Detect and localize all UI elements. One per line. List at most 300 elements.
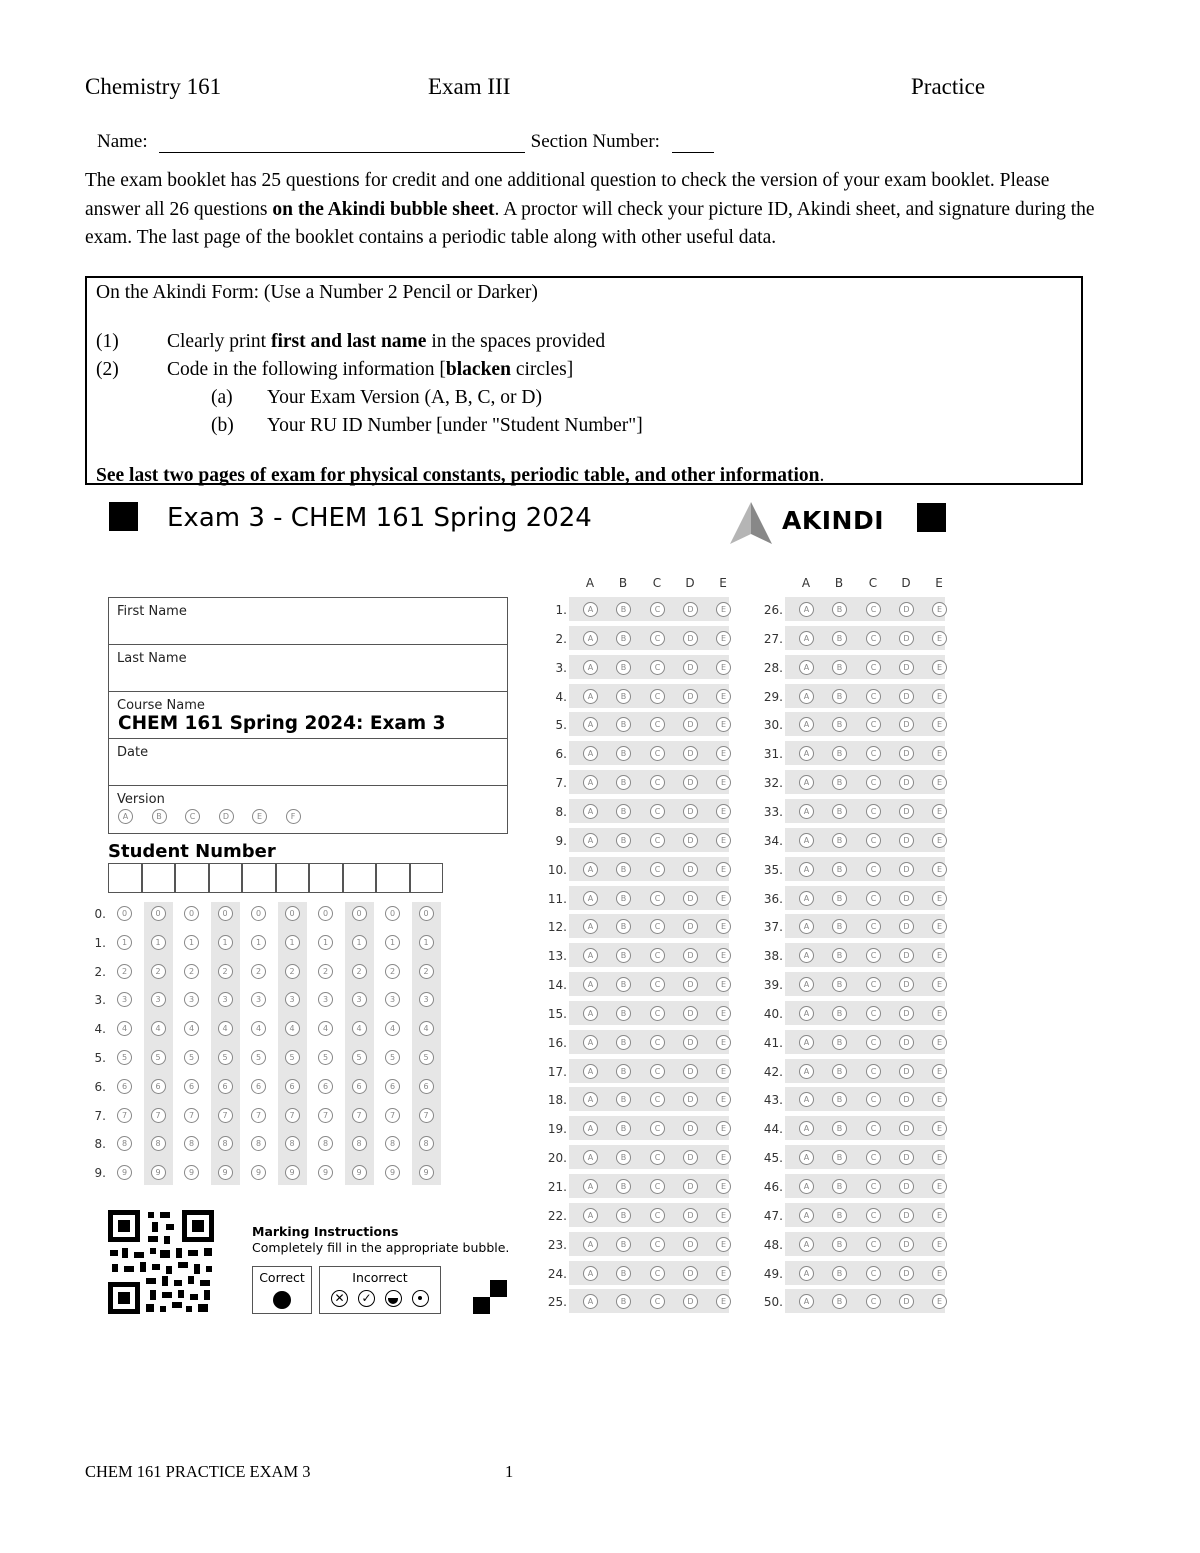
answer-bubble-d[interactable]: D <box>683 1237 698 1252</box>
answer-bubble-c[interactable]: C <box>650 977 665 992</box>
answer-bubble-c[interactable]: C <box>866 1208 881 1223</box>
answer-bubble-c[interactable]: C <box>866 660 881 675</box>
answer-bubble-e[interactable]: E <box>716 1035 731 1050</box>
student-digit-bubble[interactable]: 2 <box>385 964 400 979</box>
answer-bubble-a[interactable]: A <box>799 977 814 992</box>
answer-bubble-e[interactable]: E <box>932 1179 947 1194</box>
answer-bubble-a[interactable]: A <box>799 1294 814 1309</box>
student-digit-bubble[interactable]: 4 <box>117 1021 132 1036</box>
student-digit-bubble[interactable]: 6 <box>419 1079 434 1094</box>
answer-bubble-b[interactable]: B <box>616 1237 631 1252</box>
student-digit-bubble[interactable]: 6 <box>251 1079 266 1094</box>
answer-bubble-b[interactable]: B <box>616 977 631 992</box>
answer-bubble-a[interactable]: A <box>583 891 598 906</box>
answer-bubble-a[interactable]: A <box>799 717 814 732</box>
answer-bubble-d[interactable]: D <box>899 775 914 790</box>
student-digit-bubble[interactable]: 3 <box>318 992 333 1007</box>
answer-bubble-c[interactable]: C <box>866 1294 881 1309</box>
student-digit-bubble[interactable]: 0 <box>352 906 367 921</box>
answer-bubble-a[interactable]: A <box>583 804 598 819</box>
student-digit-bubble[interactable]: 5 <box>318 1050 333 1065</box>
answer-bubble-d[interactable]: D <box>683 1179 698 1194</box>
answer-bubble-a[interactable]: A <box>583 1121 598 1136</box>
answer-bubble-b[interactable]: B <box>616 804 631 819</box>
answer-bubble-e[interactable]: E <box>716 1092 731 1107</box>
student-digit-bubble[interactable]: 6 <box>117 1079 132 1094</box>
answer-bubble-e[interactable]: E <box>932 1150 947 1165</box>
answer-bubble-a[interactable]: A <box>799 948 814 963</box>
answer-bubble-c[interactable]: C <box>650 833 665 848</box>
student-digit-bubble[interactable]: 8 <box>184 1136 199 1151</box>
answer-bubble-a[interactable]: A <box>799 919 814 934</box>
answer-bubble-c[interactable]: C <box>650 660 665 675</box>
answer-bubble-a[interactable]: A <box>799 1237 814 1252</box>
student-digit-bubble[interactable]: 2 <box>419 964 434 979</box>
answer-bubble-e[interactable]: E <box>932 891 947 906</box>
answer-bubble-e[interactable]: E <box>716 862 731 877</box>
answer-bubble-c[interactable]: C <box>866 804 881 819</box>
student-digit-bubble[interactable]: 8 <box>419 1136 434 1151</box>
student-digit-bubble[interactable]: 9 <box>318 1165 333 1180</box>
answer-bubble-c[interactable]: C <box>866 602 881 617</box>
answer-bubble-b[interactable]: B <box>616 1064 631 1079</box>
student-digit-bubble[interactable]: 1 <box>318 935 333 950</box>
answer-bubble-e[interactable]: E <box>932 1237 947 1252</box>
answer-bubble-c[interactable]: C <box>650 1266 665 1281</box>
date-field[interactable] <box>109 739 507 786</box>
answer-bubble-c[interactable]: C <box>866 1035 881 1050</box>
student-digit-bubble[interactable]: 1 <box>151 935 166 950</box>
answer-bubble-d[interactable]: D <box>683 1092 698 1107</box>
answer-bubble-e[interactable]: E <box>716 746 731 761</box>
student-number-box-1[interactable] <box>108 863 142 893</box>
name-blank[interactable] <box>159 152 525 153</box>
answer-bubble-b[interactable]: B <box>832 948 847 963</box>
answer-bubble-a[interactable]: A <box>799 1064 814 1079</box>
student-digit-bubble[interactable]: 9 <box>117 1165 132 1180</box>
answer-bubble-e[interactable]: E <box>932 1064 947 1079</box>
answer-bubble-b[interactable]: B <box>832 1237 847 1252</box>
student-digit-bubble[interactable]: 6 <box>385 1079 400 1094</box>
student-digit-bubble[interactable]: 5 <box>117 1050 132 1065</box>
student-digit-bubble[interactable]: 9 <box>151 1165 166 1180</box>
section-blank[interactable] <box>672 152 714 153</box>
answer-bubble-b[interactable]: B <box>616 602 631 617</box>
answer-bubble-b[interactable]: B <box>616 1092 631 1107</box>
answer-bubble-d[interactable]: D <box>683 833 698 848</box>
student-digit-bubble[interactable]: 0 <box>385 906 400 921</box>
answer-bubble-c[interactable]: C <box>650 1179 665 1194</box>
answer-bubble-b[interactable]: B <box>616 775 631 790</box>
answer-bubble-d[interactable]: D <box>899 1179 914 1194</box>
student-digit-bubble[interactable]: 5 <box>251 1050 266 1065</box>
student-digit-bubble[interactable]: 5 <box>218 1050 233 1065</box>
answer-bubble-c[interactable]: C <box>650 1150 665 1165</box>
answer-bubble-c[interactable]: C <box>650 804 665 819</box>
student-digit-bubble[interactable]: 1 <box>419 935 434 950</box>
student-digit-bubble[interactable]: 9 <box>352 1165 367 1180</box>
answer-bubble-a[interactable]: A <box>799 1179 814 1194</box>
student-digit-bubble[interactable]: 4 <box>218 1021 233 1036</box>
answer-bubble-b[interactable]: B <box>616 1006 631 1021</box>
answer-bubble-d[interactable]: D <box>683 977 698 992</box>
answer-bubble-b[interactable]: B <box>832 1266 847 1281</box>
student-digit-bubble[interactable]: 1 <box>184 935 199 950</box>
student-digit-bubble[interactable]: 6 <box>318 1079 333 1094</box>
answer-bubble-b[interactable]: B <box>616 948 631 963</box>
answer-bubble-e[interactable]: E <box>932 862 947 877</box>
version-bubble-a[interactable]: A <box>118 809 133 824</box>
answer-bubble-d[interactable]: D <box>899 977 914 992</box>
answer-bubble-c[interactable]: C <box>650 948 665 963</box>
answer-bubble-b[interactable]: B <box>832 1035 847 1050</box>
answer-bubble-e[interactable]: E <box>932 977 947 992</box>
student-digit-bubble[interactable]: 5 <box>419 1050 434 1065</box>
answer-bubble-b[interactable]: B <box>616 1179 631 1194</box>
answer-bubble-b[interactable]: B <box>616 746 631 761</box>
answer-bubble-c[interactable]: C <box>866 631 881 646</box>
answer-bubble-b[interactable]: B <box>832 833 847 848</box>
answer-bubble-c[interactable]: C <box>866 891 881 906</box>
answer-bubble-c[interactable]: C <box>650 1064 665 1079</box>
answer-bubble-e[interactable]: E <box>716 1266 731 1281</box>
answer-bubble-d[interactable]: D <box>683 919 698 934</box>
student-digit-bubble[interactable]: 5 <box>184 1050 199 1065</box>
answer-bubble-b[interactable]: B <box>832 746 847 761</box>
student-digit-bubble[interactable]: 0 <box>285 906 300 921</box>
answer-bubble-d[interactable]: D <box>683 660 698 675</box>
answer-bubble-a[interactable]: A <box>583 660 598 675</box>
answer-bubble-b[interactable]: B <box>616 833 631 848</box>
answer-bubble-a[interactable]: A <box>583 1237 598 1252</box>
student-digit-bubble[interactable]: 4 <box>251 1021 266 1036</box>
student-digit-bubble[interactable]: 4 <box>151 1021 166 1036</box>
student-digit-bubble[interactable]: 7 <box>318 1108 333 1123</box>
student-digit-bubble[interactable]: 4 <box>352 1021 367 1036</box>
answer-bubble-d[interactable]: D <box>899 1266 914 1281</box>
answer-bubble-e[interactable]: E <box>716 660 731 675</box>
answer-bubble-a[interactable]: A <box>799 862 814 877</box>
student-number-box-10[interactable] <box>410 863 444 893</box>
answer-bubble-b[interactable]: B <box>832 602 847 617</box>
answer-bubble-c[interactable]: C <box>866 775 881 790</box>
answer-bubble-c[interactable]: C <box>650 746 665 761</box>
answer-bubble-e[interactable]: E <box>932 919 947 934</box>
first-name-field[interactable] <box>109 598 507 645</box>
answer-bubble-a[interactable]: A <box>799 1208 814 1223</box>
version-bubble-c[interactable]: C <box>185 809 200 824</box>
student-number-box-8[interactable] <box>343 863 377 893</box>
student-digit-bubble[interactable]: 9 <box>419 1165 434 1180</box>
answer-bubble-b[interactable]: B <box>832 717 847 732</box>
answer-bubble-a[interactable]: A <box>799 1092 814 1107</box>
student-digit-bubble[interactable]: 3 <box>218 992 233 1007</box>
student-digit-bubble[interactable]: 0 <box>419 906 434 921</box>
student-digit-bubble[interactable]: 7 <box>117 1108 132 1123</box>
answer-bubble-c[interactable]: C <box>866 919 881 934</box>
answer-bubble-e[interactable]: E <box>932 948 947 963</box>
student-number-box-2[interactable] <box>142 863 176 893</box>
answer-bubble-c[interactable]: C <box>650 862 665 877</box>
answer-bubble-d[interactable]: D <box>899 1035 914 1050</box>
student-digit-bubble[interactable]: 2 <box>352 964 367 979</box>
answer-bubble-b[interactable]: B <box>832 1179 847 1194</box>
answer-bubble-e[interactable]: E <box>932 1006 947 1021</box>
answer-bubble-d[interactable]: D <box>683 1208 698 1223</box>
student-digit-bubble[interactable]: 3 <box>385 992 400 1007</box>
answer-bubble-b[interactable]: B <box>832 1006 847 1021</box>
answer-bubble-e[interactable]: E <box>716 631 731 646</box>
answer-bubble-e[interactable]: E <box>716 1294 731 1309</box>
answer-bubble-b[interactable]: B <box>832 804 847 819</box>
answer-bubble-e[interactable]: E <box>716 833 731 848</box>
answer-bubble-d[interactable]: D <box>683 689 698 704</box>
answer-bubble-d[interactable]: D <box>683 891 698 906</box>
answer-bubble-b[interactable]: B <box>832 631 847 646</box>
student-digit-bubble[interactable]: 9 <box>218 1165 233 1180</box>
answer-bubble-a[interactable]: A <box>583 1208 598 1223</box>
answer-bubble-a[interactable]: A <box>799 1121 814 1136</box>
answer-bubble-c[interactable]: C <box>866 746 881 761</box>
answer-bubble-c[interactable]: C <box>866 948 881 963</box>
answer-bubble-e[interactable]: E <box>716 775 731 790</box>
answer-bubble-d[interactable]: D <box>683 948 698 963</box>
answer-bubble-c[interactable]: C <box>866 1092 881 1107</box>
answer-bubble-a[interactable]: A <box>583 689 598 704</box>
answer-bubble-e[interactable]: E <box>716 1208 731 1223</box>
answer-bubble-a[interactable]: A <box>799 1150 814 1165</box>
student-digit-bubble[interactable]: 7 <box>184 1108 199 1123</box>
answer-bubble-b[interactable]: B <box>832 775 847 790</box>
student-digit-bubble[interactable]: 5 <box>352 1050 367 1065</box>
answer-bubble-d[interactable]: D <box>899 1092 914 1107</box>
answer-bubble-d[interactable]: D <box>683 1006 698 1021</box>
answer-bubble-b[interactable]: B <box>616 919 631 934</box>
student-digit-bubble[interactable]: 7 <box>151 1108 166 1123</box>
student-digit-bubble[interactable]: 9 <box>385 1165 400 1180</box>
answer-bubble-c[interactable]: C <box>650 891 665 906</box>
answer-bubble-e[interactable]: E <box>716 1179 731 1194</box>
student-number-box-3[interactable] <box>175 863 209 893</box>
student-digit-bubble[interactable]: 0 <box>117 906 132 921</box>
answer-bubble-b[interactable]: B <box>832 660 847 675</box>
answer-bubble-a[interactable]: A <box>799 631 814 646</box>
answer-bubble-d[interactable]: D <box>683 1064 698 1079</box>
answer-bubble-e[interactable]: E <box>716 891 731 906</box>
student-digit-bubble[interactable]: 6 <box>184 1079 199 1094</box>
answer-bubble-c[interactable]: C <box>866 717 881 732</box>
answer-bubble-e[interactable]: E <box>932 1121 947 1136</box>
version-bubble-f[interactable]: F <box>286 809 301 824</box>
student-digit-bubble[interactable]: 3 <box>184 992 199 1007</box>
student-digit-bubble[interactable]: 3 <box>151 992 166 1007</box>
answer-bubble-e[interactable]: E <box>932 775 947 790</box>
answer-bubble-a[interactable]: A <box>583 746 598 761</box>
answer-bubble-c[interactable]: C <box>866 1237 881 1252</box>
answer-bubble-d[interactable]: D <box>683 1121 698 1136</box>
student-digit-bubble[interactable]: 2 <box>318 964 333 979</box>
student-digit-bubble[interactable]: 5 <box>385 1050 400 1065</box>
student-digit-bubble[interactable]: 4 <box>184 1021 199 1036</box>
answer-bubble-c[interactable]: C <box>866 689 881 704</box>
answer-bubble-b[interactable]: B <box>616 1266 631 1281</box>
student-digit-bubble[interactable]: 2 <box>117 964 132 979</box>
answer-bubble-d[interactable]: D <box>683 1035 698 1050</box>
answer-bubble-a[interactable]: A <box>583 1179 598 1194</box>
student-digit-bubble[interactable]: 7 <box>352 1108 367 1123</box>
version-bubble-e[interactable]: E <box>252 809 267 824</box>
answer-bubble-d[interactable]: D <box>899 660 914 675</box>
student-number-box-4[interactable] <box>209 863 243 893</box>
answer-bubble-b[interactable]: B <box>832 689 847 704</box>
answer-bubble-d[interactable]: D <box>899 804 914 819</box>
answer-bubble-d[interactable]: D <box>683 1150 698 1165</box>
answer-bubble-e[interactable]: E <box>716 689 731 704</box>
student-digit-bubble[interactable]: 3 <box>352 992 367 1007</box>
answer-bubble-d[interactable]: D <box>683 717 698 732</box>
answer-bubble-b[interactable]: B <box>616 1150 631 1165</box>
answer-bubble-b[interactable]: B <box>616 660 631 675</box>
answer-bubble-e[interactable]: E <box>716 1121 731 1136</box>
answer-bubble-a[interactable]: A <box>799 689 814 704</box>
student-digit-bubble[interactable]: 1 <box>285 935 300 950</box>
student-digit-bubble[interactable]: 0 <box>184 906 199 921</box>
answer-bubble-c[interactable]: C <box>866 1006 881 1021</box>
student-number-box-5[interactable] <box>242 863 276 893</box>
student-digit-bubble[interactable]: 4 <box>419 1021 434 1036</box>
answer-bubble-e[interactable]: E <box>932 833 947 848</box>
answer-bubble-e[interactable]: E <box>932 1208 947 1223</box>
answer-bubble-d[interactable]: D <box>683 1266 698 1281</box>
student-number-box-7[interactable] <box>309 863 343 893</box>
student-digit-bubble[interactable]: 9 <box>251 1165 266 1180</box>
answer-bubble-c[interactable]: C <box>650 1121 665 1136</box>
answer-bubble-b[interactable]: B <box>616 1208 631 1223</box>
answer-bubble-d[interactable]: D <box>899 948 914 963</box>
answer-bubble-c[interactable]: C <box>866 1121 881 1136</box>
answer-bubble-d[interactable]: D <box>683 631 698 646</box>
answer-bubble-e[interactable]: E <box>932 631 947 646</box>
answer-bubble-e[interactable]: E <box>716 1150 731 1165</box>
answer-bubble-b[interactable]: B <box>832 977 847 992</box>
last-name-field[interactable] <box>109 645 507 692</box>
student-digit-bubble[interactable]: 9 <box>184 1165 199 1180</box>
answer-bubble-d[interactable]: D <box>683 1294 698 1309</box>
answer-bubble-b[interactable]: B <box>832 1121 847 1136</box>
answer-bubble-a[interactable]: A <box>799 891 814 906</box>
answer-bubble-a[interactable]: A <box>583 775 598 790</box>
student-digit-bubble[interactable]: 8 <box>352 1136 367 1151</box>
student-digit-bubble[interactable]: 1 <box>385 935 400 950</box>
answer-bubble-c[interactable]: C <box>650 689 665 704</box>
answer-bubble-b[interactable]: B <box>832 862 847 877</box>
student-digit-bubble[interactable]: 7 <box>285 1108 300 1123</box>
student-digit-bubble[interactable]: 5 <box>151 1050 166 1065</box>
answer-bubble-a[interactable]: A <box>583 919 598 934</box>
answer-bubble-c[interactable]: C <box>866 1150 881 1165</box>
answer-bubble-d[interactable]: D <box>899 891 914 906</box>
student-digit-bubble[interactable]: 1 <box>352 935 367 950</box>
student-digit-bubble[interactable]: 6 <box>285 1079 300 1094</box>
answer-bubble-c[interactable]: C <box>650 1294 665 1309</box>
answer-bubble-a[interactable]: A <box>799 804 814 819</box>
answer-bubble-c[interactable]: C <box>650 1006 665 1021</box>
answer-bubble-d[interactable]: D <box>683 775 698 790</box>
student-digit-bubble[interactable]: 9 <box>285 1165 300 1180</box>
student-digit-bubble[interactable]: 6 <box>218 1079 233 1094</box>
student-digit-bubble[interactable]: 4 <box>385 1021 400 1036</box>
answer-bubble-d[interactable]: D <box>899 717 914 732</box>
student-digit-bubble[interactable]: 5 <box>285 1050 300 1065</box>
answer-bubble-c[interactable]: C <box>650 919 665 934</box>
answer-bubble-b[interactable]: B <box>616 862 631 877</box>
student-digit-bubble[interactable]: 7 <box>251 1108 266 1123</box>
answer-bubble-a[interactable]: A <box>583 1006 598 1021</box>
answer-bubble-a[interactable]: A <box>799 1035 814 1050</box>
student-digit-bubble[interactable]: 0 <box>151 906 166 921</box>
answer-bubble-b[interactable]: B <box>832 891 847 906</box>
answer-bubble-c[interactable]: C <box>650 1092 665 1107</box>
answer-bubble-b[interactable]: B <box>832 1294 847 1309</box>
answer-bubble-d[interactable]: D <box>899 833 914 848</box>
answer-bubble-b[interactable]: B <box>832 919 847 934</box>
answer-bubble-e[interactable]: E <box>932 1294 947 1309</box>
answer-bubble-b[interactable]: B <box>616 1294 631 1309</box>
answer-bubble-d[interactable]: D <box>683 862 698 877</box>
student-digit-bubble[interactable]: 2 <box>218 964 233 979</box>
answer-bubble-b[interactable]: B <box>832 1092 847 1107</box>
answer-bubble-e[interactable]: E <box>932 1092 947 1107</box>
answer-bubble-a[interactable]: A <box>583 1035 598 1050</box>
student-digit-bubble[interactable]: 1 <box>117 935 132 950</box>
student-digit-bubble[interactable]: 8 <box>151 1136 166 1151</box>
answer-bubble-b[interactable]: B <box>832 1064 847 1079</box>
answer-bubble-a[interactable]: A <box>583 717 598 732</box>
answer-bubble-c[interactable]: C <box>866 1179 881 1194</box>
answer-bubble-d[interactable]: D <box>899 1064 914 1079</box>
student-digit-bubble[interactable]: 6 <box>151 1079 166 1094</box>
answer-bubble-d[interactable]: D <box>899 1006 914 1021</box>
version-bubble-b[interactable]: B <box>152 809 167 824</box>
student-number-box-6[interactable] <box>276 863 310 893</box>
answer-bubble-d[interactable]: D <box>899 1294 914 1309</box>
answer-bubble-a[interactable]: A <box>799 660 814 675</box>
student-digit-bubble[interactable]: 4 <box>285 1021 300 1036</box>
student-digit-bubble[interactable]: 4 <box>318 1021 333 1036</box>
student-digit-bubble[interactable]: 8 <box>385 1136 400 1151</box>
answer-bubble-c[interactable]: C <box>866 862 881 877</box>
answer-bubble-c[interactable]: C <box>650 631 665 646</box>
answer-bubble-b[interactable]: B <box>616 891 631 906</box>
student-digit-bubble[interactable]: 7 <box>385 1108 400 1123</box>
answer-bubble-b[interactable]: B <box>832 1208 847 1223</box>
answer-bubble-c[interactable]: C <box>866 833 881 848</box>
answer-bubble-c[interactable]: C <box>650 1208 665 1223</box>
answer-bubble-d[interactable]: D <box>683 804 698 819</box>
answer-bubble-c[interactable]: C <box>650 717 665 732</box>
answer-bubble-b[interactable]: B <box>616 631 631 646</box>
student-digit-bubble[interactable]: 0 <box>218 906 233 921</box>
answer-bubble-b[interactable]: B <box>616 689 631 704</box>
student-digit-bubble[interactable]: 8 <box>251 1136 266 1151</box>
answer-bubble-c[interactable]: C <box>866 977 881 992</box>
student-digit-bubble[interactable]: 2 <box>285 964 300 979</box>
answer-bubble-e[interactable]: E <box>716 919 731 934</box>
answer-bubble-a[interactable]: A <box>583 833 598 848</box>
answer-bubble-b[interactable]: B <box>616 1035 631 1050</box>
answer-bubble-b[interactable]: B <box>832 1150 847 1165</box>
answer-bubble-a[interactable]: A <box>583 862 598 877</box>
